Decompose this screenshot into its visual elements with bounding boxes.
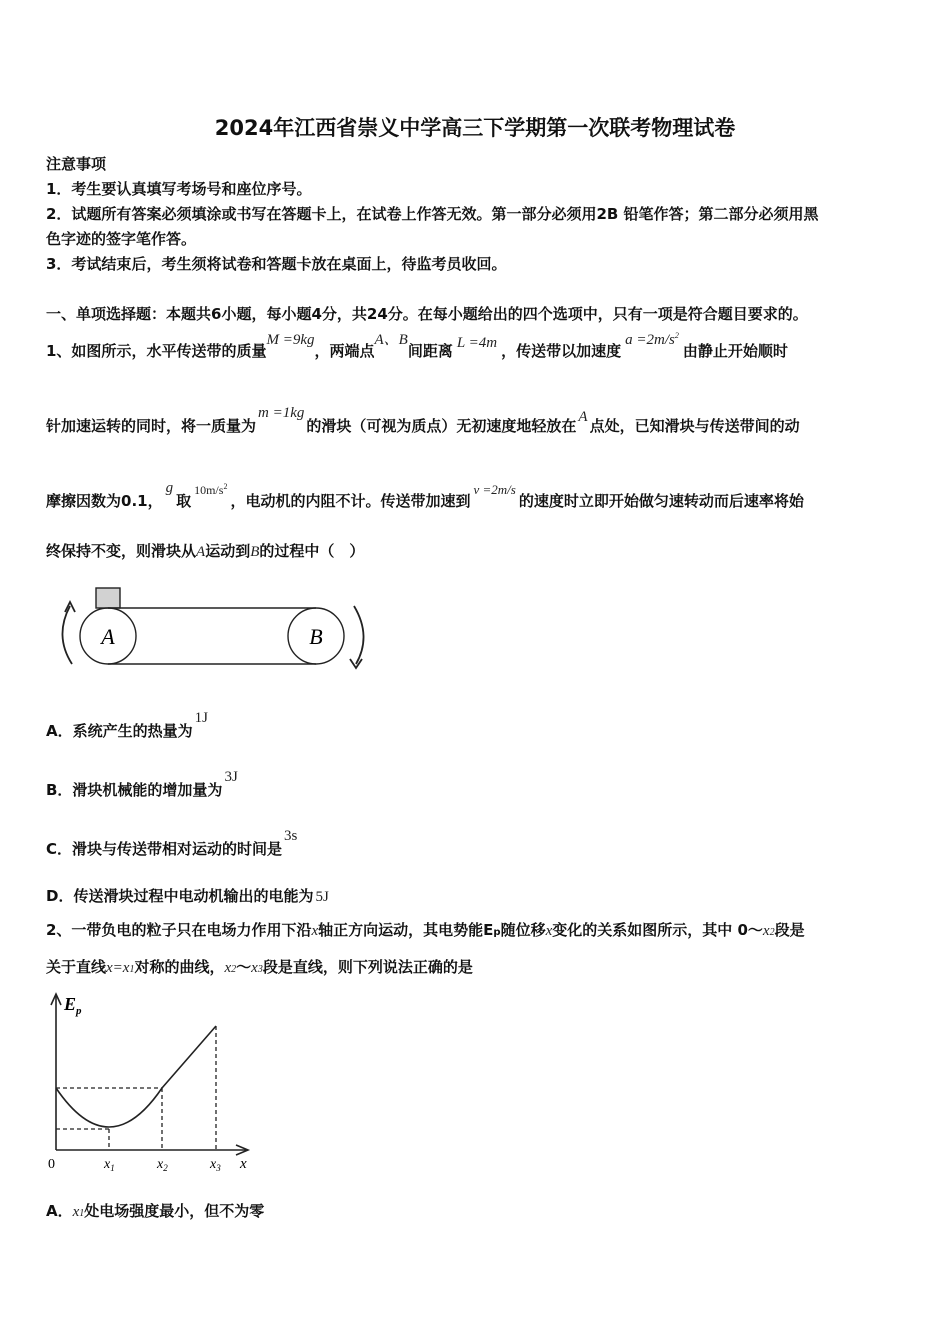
rotation-arrow-right	[354, 606, 364, 664]
y-axis-label: $E_p$	[64, 994, 82, 1017]
q2-line1: 2、一带负电的粒子只在电场力作用下沿x轴正方向运动，其电势能Ep随位移x变化的关系如图所示，其中 0～x2段是	[46, 921, 805, 939]
notice-item-1: 1．考生要认真填写考场号和座位序号。	[46, 180, 312, 198]
q1-line3: 摩擦因数为0.1，g取$^{10m/s^2}$，电动机的内阻不计。传送带加速到v =2m/s的速度时立即开始做匀速转动而后速率将始	[46, 480, 804, 510]
page-title: 2024年江西省崇义中学高三下学期第一次联考物理试卷	[214, 116, 736, 140]
origin-label: 0	[48, 1157, 55, 1172]
conveyor-belt-figure	[52, 582, 377, 674]
notice-item-2-cont: 色字迹的签字笔作答。	[46, 230, 197, 248]
q1-option-a: A．系统产生的热量为1J	[46, 710, 208, 740]
q1-option-b: B．滑块机械能的增加量为3J	[46, 769, 238, 799]
x-axis-label: x	[240, 1156, 247, 1172]
rotation-arrow-left	[62, 606, 72, 664]
slider-block	[96, 588, 120, 608]
tick-x2: $x_2$	[157, 1157, 168, 1173]
q1-line1: 1、如图所示，水平传送带的质量M =9kg，两端点A、B间距离 L =4m ，传送带以加速度$a =2m/s^2$由静止开始顺时	[46, 331, 788, 360]
tick-x1: $x_1$	[104, 1157, 115, 1173]
wheel-b-label: B	[309, 624, 323, 649]
q1-option-d: D．传送滑块过程中电动机输出的电能为 5J	[46, 887, 329, 905]
q1-option-c: C．滑块与传送带相对运动的时间是3s	[46, 828, 298, 858]
wheel-a-label: A	[101, 624, 115, 649]
q2-option-a: A．x1处电场强度最小，但不为零	[46, 1202, 265, 1220]
q1-line4: 终保持不变，则滑块从A运动到B的过程中（ ）	[46, 542, 365, 560]
notice-item-2: 2．试题所有答案必须填涂或书写在答题卡上，在试卷上作答无效。第一部分必须用2B 铅笔作答；第二部分必须用黑	[46, 205, 819, 223]
tick-x3: $x_3$	[210, 1157, 221, 1173]
ep-curve	[56, 1026, 216, 1127]
notice-heading: 注意事项	[46, 155, 107, 173]
q1-line2: 针加速运转的同时，将一质量为m =1kg的滑块（可视为质点）无初速度地轻放在 A 点处，已知滑块与传送带间的动	[46, 405, 800, 435]
q2-line2: 关于直线x=x1对称的曲线，x2～x3段是直线，则下列说法正确的是	[46, 958, 473, 976]
notice-item-3: 3．考试结束后，考生须将试卷和答题卡放在桌面上，待监考员收回。	[46, 255, 507, 273]
section-heading: 一、单项选择题：本题共6小题，每小题4分，共24分。在每小题给出的四个选项中，只有一项是符合题目要求的。	[46, 305, 808, 323]
ep-x-graph	[40, 988, 260, 1178]
